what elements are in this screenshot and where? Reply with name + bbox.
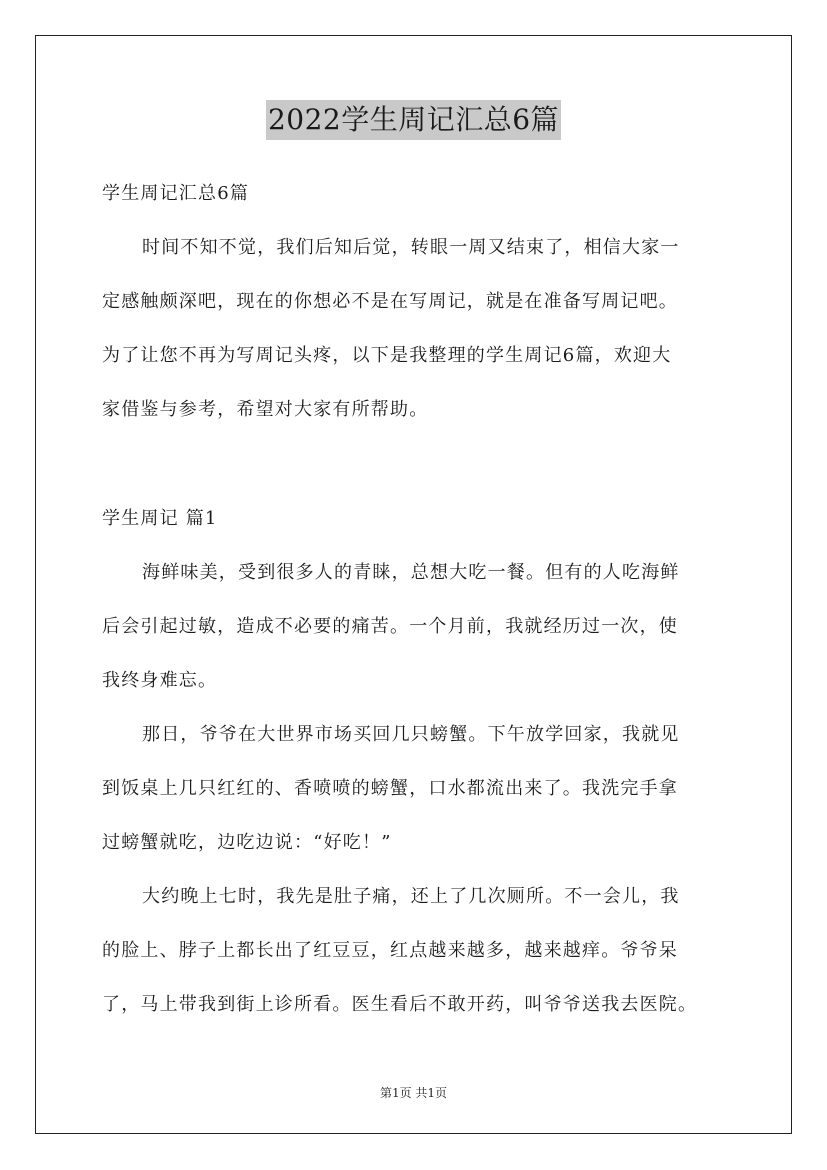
intro-line-3: 为了让您不再为写周记头疼，以下是我整理的学生周记6篇，欢迎大: [102, 345, 672, 366]
intro-line-4: 家借鉴与参考，希望对大家有所帮助。: [102, 399, 429, 420]
intro-line-1: 时间不知不觉，我们后知后觉，转眼一周又结束了，相信大家一: [142, 237, 680, 258]
para3-line-1: 大约晚上七时，我先是肚子痛，还上了几次厕所。不一会儿，我: [142, 886, 680, 907]
para2-line-2: 到饭桌上几只红红的、香喷喷的螃蟹，口水都流出来了。我洗完手拿: [102, 778, 678, 799]
para2-line-1: 那日，爷爷在大世界市场买回几只螃蟹。下午放学回家，我就见: [142, 724, 680, 745]
subtitle: 学生周记汇总6篇: [102, 183, 250, 204]
para2-line-3: 过螃蟹就吃，边吃边说：“好吃！”: [102, 832, 392, 853]
para1-line-2: 后会引起过敏，造成不必要的痛苦。一个月前，我就经历过一次，使: [102, 616, 678, 637]
para1-line-1: 海鲜味美，受到很多人的青睐，总想大吃一餐。但有的人吃海鲜: [142, 562, 680, 583]
intro-line-2: 定感触颇深吧，现在的你想必不是在写周记，就是在准备写周记吧。: [102, 291, 678, 312]
title-container: [0, 100, 827, 140]
section-heading: 学生周记 篇1: [102, 508, 218, 529]
para1-line-3: 我终身难忘。: [102, 670, 218, 691]
para3-line-2: 的脸上、脖子上都长出了红豆豆，红点越来越多，越来越痒。爷爷呆: [102, 940, 678, 961]
document-title: 2022学生周记汇总6篇: [266, 100, 561, 140]
para3-line-3: 了，马上带我到街上诊所看。医生看后不敢开药，叫爷爷送我去医院。: [102, 994, 698, 1015]
page-footer: 第1页 共1页: [379, 1086, 448, 1100]
